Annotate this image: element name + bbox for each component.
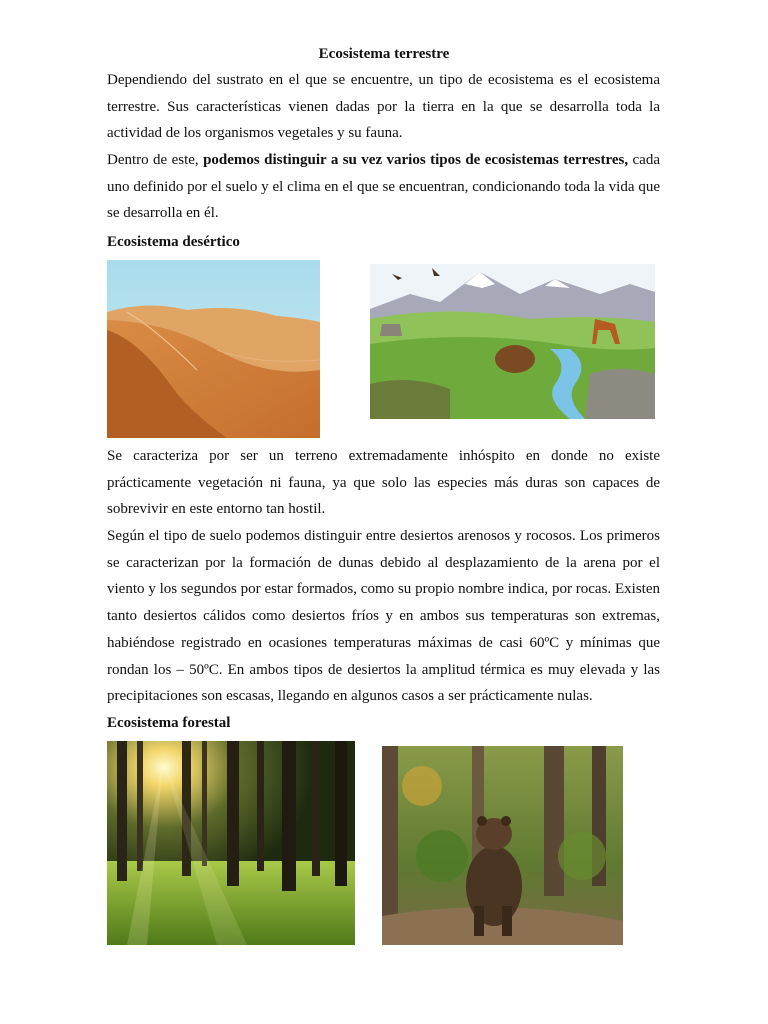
second-paragraph (107, 147, 660, 227)
mountain-animals-illustration (370, 264, 655, 419)
desert-paragraph-2: Según el tipo de suelo podemos distinguir entre desiertos arenosos y rocosos. Los primeros se caracterizan por la formación de dunas debido al desplazamiento de la arena por el viento y los segundos por estar formados, como su propio nombre indica, por rocas. Existen tanto desiertos cálidos como desiertos fríos y en ambos sus temperaturas son extremas, habiéndose registrado en ocasiones temperaturas máximas de casi 60ºC y mínimas que rondan los – 50ºC. En ambos tipos de desiertos la amplitud térmica es muy elevada y las precipitaciones son escasas, llegando en algunos casos a ser prácticamente nulas. (107, 528, 660, 705)
intro-paragraph: Dependiendo del sustrato en el que se encuentre, un tipo de ecosistema es el ecosistema terrestre. Sus características vienen dadas por la tierra en la que se desarrolla toda la actividad de los organismos vegetales y su fauna. (107, 72, 660, 142)
section-heading-forest: Ecosistema forestal (107, 715, 231, 731)
second-paragraph-bold: podemos distinguir a su vez varios tipos de ecosistemas terrestres, (203, 152, 629, 168)
second-paragraph-suffix: cada uno definido por el suelo y el clima en el que se encuentran, condicionando toda la vida que se desarrolla en él. (107, 152, 660, 222)
brown-bear-image (382, 746, 623, 945)
sunlit-forest-image (107, 741, 355, 945)
page-title: Ecosistema terrestre (318, 46, 450, 62)
desert-dunes-image (107, 260, 320, 438)
desert-paragraph-1: Se caracteriza por ser un terreno extremadamente inhóspito en donde no existe prácticamente vegetación ni fauna, ya que solo las especies más duras son capaces de sobrevivir en este entorno tan hostil. (107, 448, 660, 518)
second-paragraph-prefix: Dentro de este, (107, 152, 204, 168)
section-heading-desert: Ecosistema desértico (107, 234, 240, 250)
